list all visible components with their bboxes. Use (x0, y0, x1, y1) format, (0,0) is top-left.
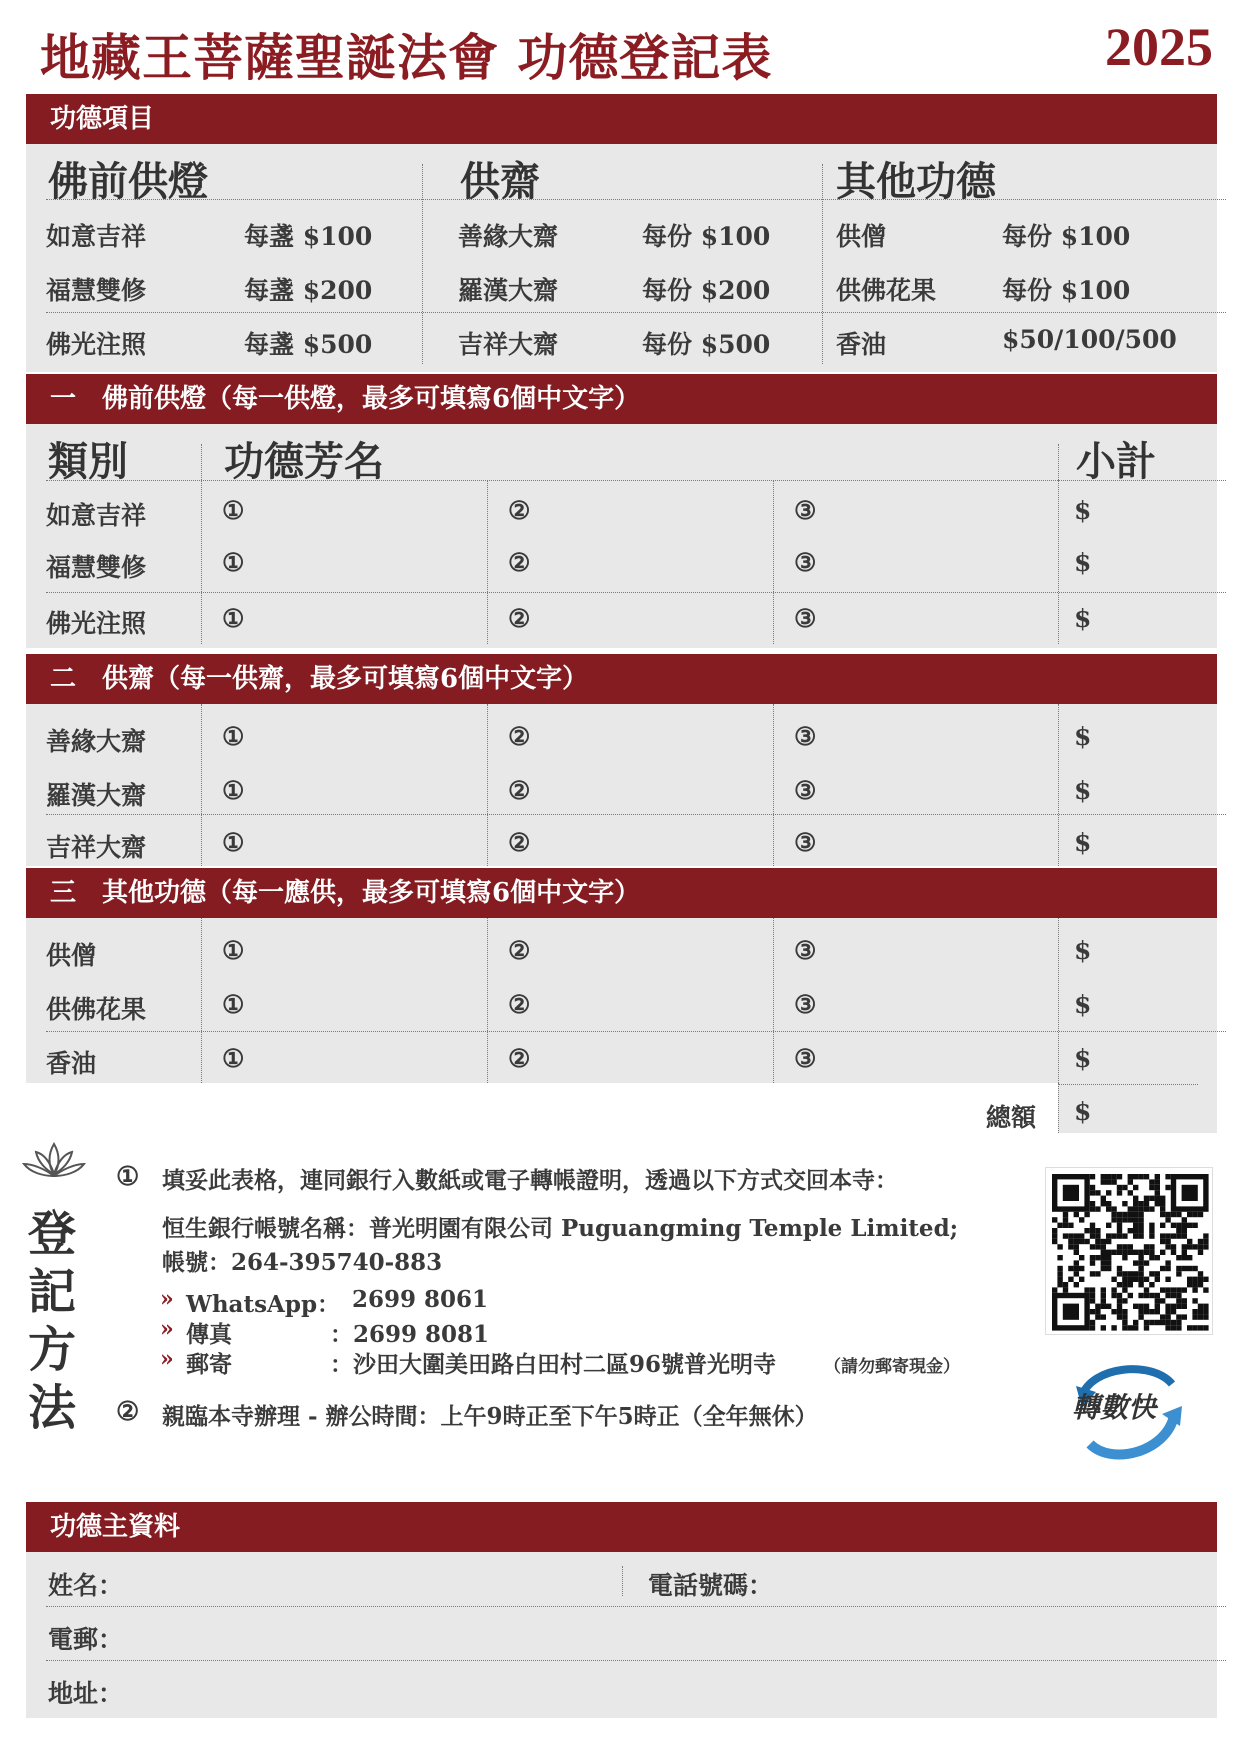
section-others-panel (26, 918, 1217, 1083)
bank-account-number: 帳號：264-395740-883 (162, 1249, 443, 1276)
name-slot-3[interactable]: ③ (794, 990, 817, 1019)
donor-phone-label: 電話號碼： (648, 1571, 774, 1600)
column-subtotal: 小計 (1076, 438, 1156, 485)
name-slot-1[interactable]: ① (222, 936, 245, 965)
name-slot-3[interactable]: ③ (794, 604, 817, 633)
total-field[interactable] (1058, 1083, 1217, 1133)
subtotal-field[interactable]: $ (1074, 828, 1092, 857)
bank-account-name: 恒生銀行帳號名稱：普光明園有限公司 Puguangming Temple Limited; (162, 1215, 959, 1242)
fps-logo-text: 轉數快 (1072, 1391, 1157, 1424)
row-label: 羅漢大齋 (46, 781, 147, 810)
name-slot-1[interactable]: ① (222, 1044, 245, 1073)
name-slot-1[interactable]: ① (222, 828, 245, 857)
chevron-right-icon: » (160, 1316, 174, 1342)
overview-item-price: 每盞 $200 (244, 276, 373, 305)
donor-name-label: 姓名： (48, 1571, 124, 1600)
overview-item-name: 福慧雙修 (46, 276, 147, 305)
step1-number: ① (116, 1162, 140, 1192)
donor-name-field[interactable] (126, 1558, 616, 1602)
name-slot-1[interactable]: ① (222, 548, 245, 577)
section-lamps-bar: 一 佛前供燈（每一供燈，最多可填寫6個中文字） (26, 374, 1217, 424)
subtotal-field[interactable]: $ (1074, 548, 1092, 577)
overview-item-name: 吉祥大齋 (458, 330, 559, 359)
section-lamps-panel (26, 424, 1217, 648)
overview-panel (26, 144, 1217, 372)
row-label: 供僧 (46, 941, 97, 970)
name-slot-2[interactable]: ② (508, 828, 531, 857)
name-slot-1[interactable]: ① (222, 496, 245, 525)
name-slot-3[interactable]: ③ (794, 828, 817, 857)
section-meals-panel (26, 704, 1217, 866)
row-label: 香油 (46, 1049, 97, 1078)
fax-number: ：2699 8081 (330, 1321, 490, 1348)
name-slot-3[interactable]: ③ (794, 1044, 817, 1073)
form-year: 2025 (1105, 17, 1213, 77)
total-dollar: $ (1074, 1097, 1092, 1126)
step2-text: 親臨本寺辦理 - 辦公時間：上午9時正至下午5時正（全年無休） (162, 1403, 818, 1430)
title-char: 登 (28, 1206, 77, 1262)
name-slot-2[interactable]: ② (508, 1044, 531, 1073)
overview-item-price: 每盞 $100 (244, 222, 373, 251)
registration-methods-title (28, 1205, 82, 1437)
donor-panel (26, 1552, 1217, 1718)
column-category: 類別 (48, 438, 128, 485)
row-label: 供佛花果 (46, 995, 147, 1024)
overview-item-price: 每份 $500 (642, 330, 771, 359)
name-slot-3[interactable]: ③ (794, 722, 817, 751)
name-slot-1[interactable]: ① (222, 776, 245, 805)
subtotal-field[interactable]: $ (1074, 776, 1092, 805)
overview-heading-meals: 供齋 (460, 158, 540, 205)
title-char: 記 (28, 1264, 77, 1320)
name-slot-2[interactable]: ② (508, 496, 531, 525)
chevron-right-icon: » (160, 1286, 174, 1312)
fps-logo (1062, 1356, 1192, 1468)
overview-item-name: 如意吉祥 (46, 222, 147, 251)
whatsapp-label: WhatsApp： (186, 1291, 341, 1318)
fax-label: 傳真 (186, 1321, 232, 1348)
name-slot-3[interactable]: ③ (794, 936, 817, 965)
overview-item-price: 每份 $100 (1002, 276, 1131, 305)
name-slot-3[interactable]: ③ (794, 776, 817, 805)
donor-address-label: 地址： (48, 1679, 124, 1708)
row-label: 佛光注照 (46, 609, 147, 638)
overview-item-name: 佛光注照 (46, 330, 147, 359)
chevron-right-icon: » (160, 1346, 174, 1372)
donor-email-field[interactable] (126, 1612, 1206, 1656)
form-title: 地藏王菩薩聖誕法會 功德登記表 (40, 28, 773, 87)
row-label: 福慧雙修 (46, 553, 147, 582)
subtotal-field[interactable]: $ (1074, 604, 1092, 633)
overview-heading-others: 其他功德 (836, 158, 996, 205)
donor-address-field[interactable] (126, 1666, 1206, 1710)
subtotal-field[interactable]: $ (1074, 496, 1092, 525)
total-label: 總額 (986, 1103, 1037, 1132)
overview-bar: 功德項目 (26, 94, 1217, 144)
subtotal-field[interactable]: $ (1074, 722, 1092, 751)
name-slot-1[interactable]: ① (222, 722, 245, 751)
qr-code (1045, 1167, 1213, 1335)
mail-label: 郵寄 (186, 1351, 232, 1378)
donor-email-label: 電郵： (48, 1625, 124, 1654)
name-slot-3[interactable]: ③ (794, 496, 817, 525)
name-slot-1[interactable]: ① (222, 604, 245, 633)
title-char: 方 (28, 1322, 77, 1378)
column-names: 功德芳名 (224, 438, 384, 485)
name-slot-1[interactable]: ① (222, 990, 245, 1019)
overview-item-name: 供僧 (836, 222, 887, 251)
subtotal-field[interactable]: $ (1074, 1044, 1092, 1073)
overview-item-name: 善緣大齋 (458, 222, 559, 251)
overview-item-price: 每份 $100 (1002, 222, 1131, 251)
row-label: 吉祥大齋 (46, 833, 147, 862)
overview-item-name: 供佛花果 (836, 276, 937, 305)
name-slot-2[interactable]: ② (508, 776, 531, 805)
name-slot-2[interactable]: ② (508, 990, 531, 1019)
row-label: 善緣大齋 (46, 727, 147, 756)
overview-heading-lamps: 佛前供燈 (48, 158, 208, 205)
mail-address: ：沙田大圍美田路白田村二區96號普光明寺 (330, 1351, 777, 1378)
name-slot-2[interactable]: ② (508, 604, 531, 633)
overview-item-price: 每盞 $500 (244, 330, 373, 359)
donor-bar: 功德主資料 (26, 1502, 1217, 1552)
whatsapp-number: 2699 8061 (352, 1286, 489, 1313)
step2-number: ② (116, 1397, 140, 1427)
section-others-bar: 三 其他功德（每一應供，最多可填寫6個中文字） (26, 868, 1217, 918)
overview-item-price: $50/100/500 (1002, 325, 1177, 354)
subtotal-field[interactable]: $ (1074, 990, 1092, 1019)
subtotal-field[interactable]: $ (1074, 936, 1092, 965)
donor-phone-field[interactable] (786, 1558, 1206, 1602)
mail-note: （請勿郵寄現金） (824, 1357, 960, 1377)
name-slot-2[interactable]: ② (508, 936, 531, 965)
overview-item-name: 香油 (836, 330, 887, 359)
section-meals-bar: 二 供齋（每一供齋，最多可填寫6個中文字） (26, 654, 1217, 704)
step1-text: 填妥此表格，連同銀行入數紙或電子轉帳證明，透過以下方式交回本寺： (162, 1167, 898, 1194)
name-slot-2[interactable]: ② (508, 722, 531, 751)
overview-item-name: 羅漢大齋 (458, 276, 559, 305)
overview-item-price: 每份 $200 (642, 276, 771, 305)
title-char: 法 (28, 1380, 77, 1436)
overview-item-price: 每份 $100 (642, 222, 771, 251)
lotus-icon (22, 1140, 86, 1188)
row-label: 如意吉祥 (46, 501, 147, 530)
name-slot-2[interactable]: ② (508, 548, 531, 577)
name-slot-3[interactable]: ③ (794, 548, 817, 577)
